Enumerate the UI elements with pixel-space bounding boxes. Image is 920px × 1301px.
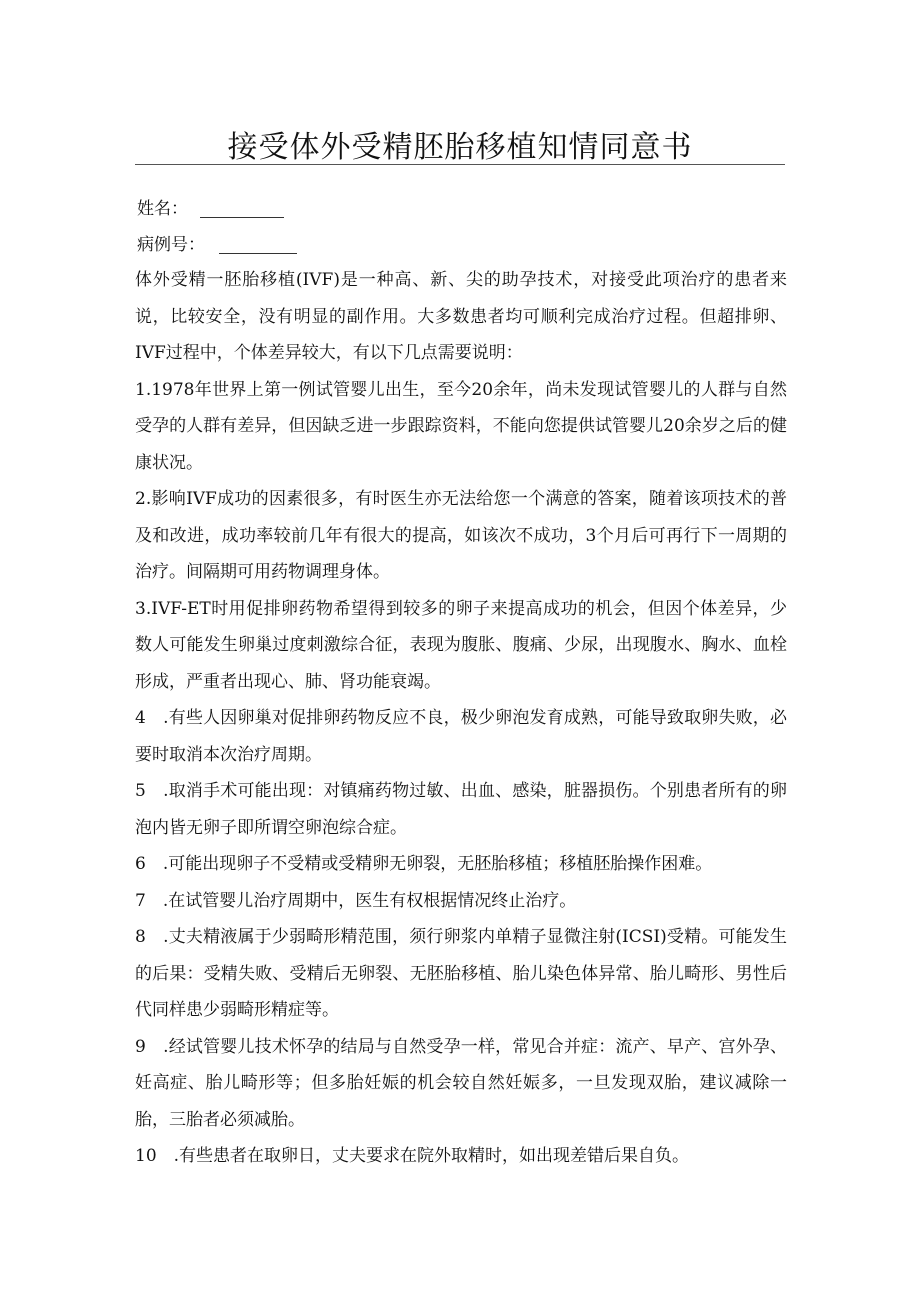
list-item xyxy=(135,372,787,482)
page-title: 接受体外受精胚胎移植知情同意书 xyxy=(227,130,693,165)
item-text: 经试管婴儿技术怀孕的结局与自然受孕一样，常见合并症：流产、早产、宫外孕、妊高症、胎儿畸形等；但多胎妊娠的机会较自然妊娠多，一旦发现双胎，建议减除一胎，三胎者必须减胎。 xyxy=(135,1036,787,1130)
item-text: 在试管婴儿治疗周期中，医生有权根据情况终止治疗。 xyxy=(168,890,577,911)
name-field xyxy=(137,196,284,222)
item-number: 5 . xyxy=(135,781,169,801)
consent-body xyxy=(135,262,787,1175)
title-underline xyxy=(135,164,785,165)
list-item xyxy=(135,773,787,846)
item-text: 影响IVF成功的因素很多，有时医生亦无法给您一个满意的答案，随着该项技术的普及和改进，成功率较前几年有很大的提高，如该次不成功，3个月后可再行下一周期的治疗。间隔期可用药物调理身体。 xyxy=(135,489,787,582)
item-text: 有些人因卵巢对促排卵药物反应不良，极少卵泡发育成熟，可能导致取卵失败，必要时取消本次治疗周期。 xyxy=(135,708,787,765)
item-text: 1978年世界上第一例试管婴儿出生，至今20余年，尚未发现试管婴儿的人群与自然受孕的人群有差异，但因缺乏进一步跟踪资料，不能向您提供试管婴儿20余岁之后的健康状况。 xyxy=(135,379,787,473)
record-number-field xyxy=(137,232,297,258)
list-item xyxy=(135,846,787,883)
item-number: 8 . xyxy=(135,927,169,947)
list-item xyxy=(135,1029,787,1139)
list-item xyxy=(135,700,787,773)
item-text: 取消手术可能出现：对镇痛药物过敏、出血、感染，脏器损伤。个别患者所有的卵泡内皆无卵子即所谓空卵泡综合症。 xyxy=(135,781,787,838)
item-number: 10 . xyxy=(135,1146,180,1166)
record-number-blank[interactable] xyxy=(219,237,297,254)
list-item xyxy=(135,883,787,920)
item-text: IVF-ET时用促排卵药物希望得到较多的卵子来提高成功的机会，但因个体差异，少数人可能发生卵巢过度刺激综合征，表现为腹胀、腹痛、少尿，出现腹水、胸水、血栓形成，严重者出现心、肺、肾功能衰竭。 xyxy=(135,598,787,692)
item-number: 2. xyxy=(135,489,152,509)
item-number: 7 . xyxy=(135,890,169,911)
list-item xyxy=(135,919,787,1029)
item-number: 1. xyxy=(135,379,152,400)
item-number: 9 . xyxy=(135,1036,169,1057)
item-number: 6 . xyxy=(135,854,169,874)
item-text: 丈夫精液属于少弱畸形精范围，须行卵浆内单精子显微注射(ICSI)受精。可能发生的后果：受精失败、受精后无卵裂、无胚胎移植、胎儿染色体异常、胎儿畸形、男性后代同样患少弱畸形精症等。 xyxy=(135,927,787,1020)
list-item xyxy=(135,481,787,591)
item-number: 3. xyxy=(135,598,152,619)
list-item xyxy=(135,1138,787,1175)
name-label: 姓名： xyxy=(137,199,188,219)
name-blank[interactable] xyxy=(200,201,284,218)
item-text: 有些患者在取卵日，丈夫要求在院外取精时，如出现差错后果自负。 xyxy=(179,1146,690,1166)
intro-paragraph: 体外受精一胚胎移植(IVF)是一种高、新、尖的助孕技术，对接受此项治疗的患者来说，比较安全，没有明显的副作用。大多数患者均可顺利完成治疗过程。但超排卵、IVF过程中，个体差异较大，有以下几点需要说明： xyxy=(135,270,787,363)
list-item xyxy=(135,591,787,701)
item-number: 4 . xyxy=(135,708,169,728)
item-text: 可能出现卵子不受精或受精卵无卵裂，无胚胎移植；移植胚胎操作困难。 xyxy=(168,854,713,874)
record-number-label: 病例号： xyxy=(137,235,205,255)
